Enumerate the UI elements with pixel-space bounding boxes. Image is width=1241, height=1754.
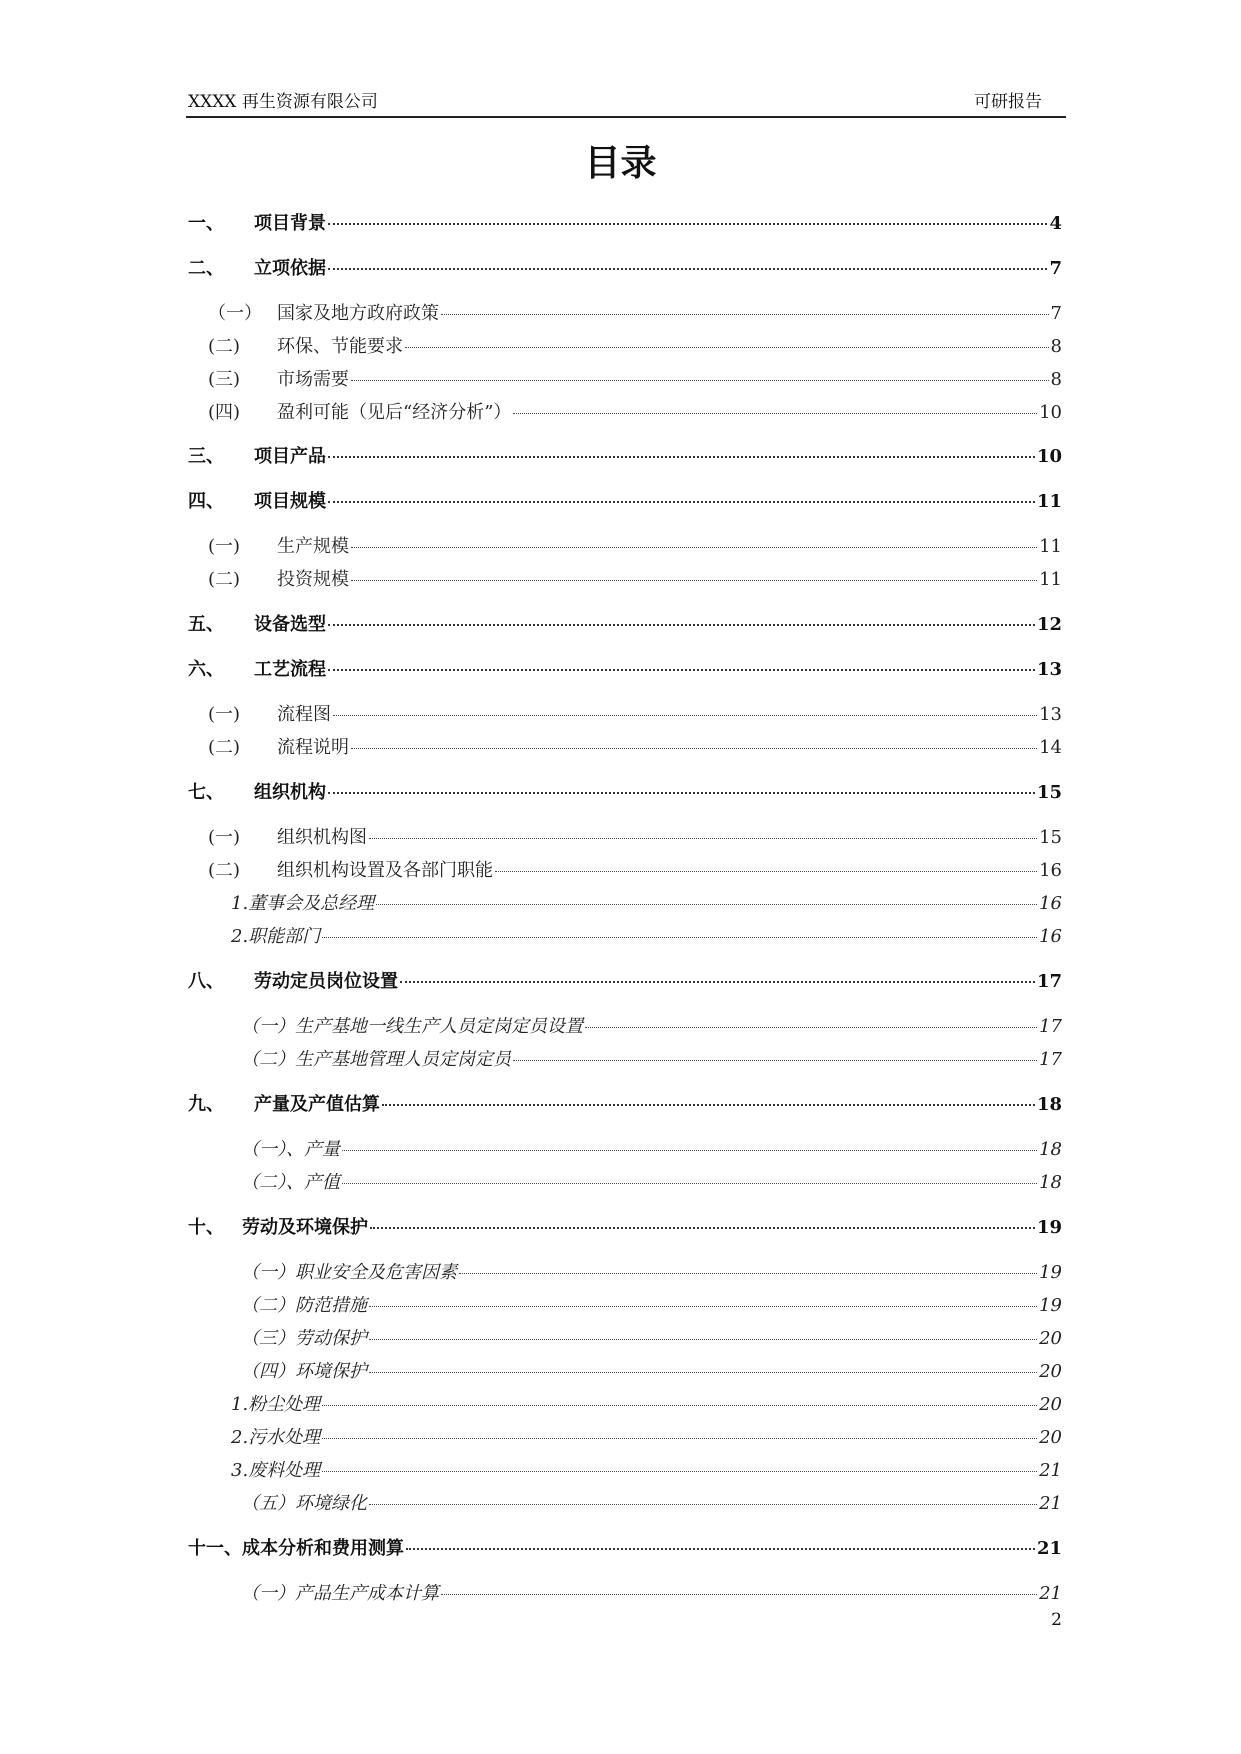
dot-leader	[342, 1183, 1037, 1184]
toc-entry-title: 产量	[304, 1139, 340, 1160]
toc-entry[interactable]	[188, 256, 1062, 282]
toc-entry-page: 15	[1036, 782, 1062, 803]
toc-entry-page: 11	[1039, 536, 1062, 557]
toc-entry-title: 设备选型	[254, 614, 326, 635]
toc-entry[interactable]	[241, 1047, 1062, 1073]
toc-entry[interactable]	[208, 567, 1062, 593]
toc-entry-title: 工艺流程	[254, 659, 326, 680]
toc-entry-number: (二)	[208, 737, 241, 758]
toc-entry-title: 董事会及总经理	[248, 893, 375, 914]
dot-leader	[369, 1504, 1037, 1505]
toc-entry-title: 生产基地一线生产人员定岗定员设置	[295, 1016, 583, 1037]
toc-entry-title: 劳动定员岗位设置	[254, 971, 398, 992]
toc-entry-number: 2.	[231, 1427, 249, 1448]
dot-leader	[328, 268, 1047, 270]
dot-leader	[322, 1405, 1037, 1406]
toc-entry-title: 生产基地管理人员定岗定员	[295, 1049, 511, 1070]
toc-entry-title: 产值	[304, 1172, 340, 1193]
toc-entry[interactable]	[188, 780, 1062, 806]
toc-entry-page: 17	[1036, 971, 1062, 992]
document-type: 可研报告	[974, 92, 1042, 112]
toc-entry[interactable]	[231, 891, 1062, 917]
toc-entry[interactable]	[188, 1215, 1062, 1241]
toc-entry-number: (四)	[208, 402, 241, 423]
toc-title: 目录	[584, 143, 657, 184]
toc-entry-number: 九、	[188, 1094, 224, 1115]
toc-entry[interactable]	[241, 1260, 1062, 1286]
dot-leader	[406, 1548, 1035, 1550]
dot-leader	[441, 1594, 1037, 1595]
toc-entry-title: 生产规模	[277, 536, 349, 557]
toc-entry-number: 五、	[188, 614, 224, 635]
toc-entry-page: 15	[1039, 827, 1062, 848]
toc-entry-page: 7	[1049, 258, 1062, 279]
toc-entry-page: 8	[1050, 336, 1062, 357]
dot-leader	[328, 223, 1047, 225]
toc-entry-page: 19	[1039, 1262, 1062, 1283]
toc-entry-title: 组织机构图	[277, 827, 367, 848]
dot-leader	[328, 792, 1035, 794]
toc-entry-title: 环境绿化	[295, 1493, 367, 1514]
toc-entry-page: 11	[1039, 569, 1062, 590]
dot-leader	[400, 981, 1035, 983]
dot-leader	[351, 547, 1037, 548]
dot-leader	[370, 1227, 1035, 1229]
toc-entry-number: 1.	[231, 1394, 249, 1415]
toc-entry-page: 7	[1050, 303, 1062, 324]
toc-entry-title: 盈利可能（见后“经济分析”）	[277, 402, 512, 423]
toc-entry[interactable]	[208, 301, 1062, 327]
toc-entry[interactable]	[188, 444, 1062, 470]
dot-leader	[333, 715, 1037, 716]
toc-entry-title: 组织机构	[254, 782, 326, 803]
toc-entry-number: （一）	[241, 1262, 295, 1283]
dot-leader	[328, 456, 1035, 458]
dot-leader	[322, 1438, 1037, 1439]
toc-entry[interactable]	[241, 1170, 1062, 1196]
toc-entry-title: 污水处理	[248, 1427, 321, 1448]
dot-leader	[351, 380, 1049, 381]
toc-entry-title: 流程图	[277, 704, 331, 725]
toc-entry-page: 17	[1039, 1049, 1062, 1070]
toc-entry-number: (二)	[208, 336, 241, 357]
toc-entry-page: 21	[1039, 1460, 1062, 1481]
dot-leader	[351, 580, 1037, 581]
toc-entry[interactable]	[241, 1491, 1062, 1517]
toc-entry-number: 十、	[188, 1217, 224, 1238]
toc-entry[interactable]	[231, 1425, 1062, 1451]
toc-entry-page: 21	[1036, 1538, 1062, 1559]
toc-entry-number: (一)	[208, 704, 241, 725]
toc-entry-page: 18	[1039, 1139, 1062, 1160]
dot-leader	[585, 1027, 1037, 1028]
dot-leader	[513, 413, 1037, 414]
dot-leader	[441, 314, 1049, 315]
toc-entry-title: 国家及地方政府政策	[277, 303, 439, 324]
toc-entry-number: 六、	[188, 659, 224, 680]
dot-leader	[328, 669, 1035, 671]
toc-entry-number: （一）、	[241, 1139, 304, 1160]
toc-entry-number: （四）	[241, 1361, 295, 1382]
toc-entry[interactable]	[208, 858, 1062, 884]
toc-entry-title: 成本分析和费用测算	[242, 1538, 404, 1559]
toc-entry-page: 20	[1039, 1361, 1062, 1382]
toc-entry-page: 12	[1036, 614, 1062, 635]
toc-entry-number: （二）	[241, 1295, 295, 1316]
toc-entry-page: 16	[1039, 893, 1062, 914]
toc-entry[interactable]	[241, 1014, 1062, 1040]
toc-entry-title: 产品生产成本计算	[295, 1583, 439, 1604]
toc-entry[interactable]	[188, 657, 1062, 683]
toc-entry-page: 18	[1036, 1094, 1062, 1115]
page-number: 2	[1051, 1610, 1062, 1630]
toc-entry-number: 八、	[188, 971, 224, 992]
toc-entry-title: 防范措施	[295, 1295, 367, 1316]
toc-entry-title: 流程说明	[277, 737, 349, 758]
toc-entry-number: 3.	[231, 1460, 249, 1481]
toc-entry-page: 19	[1039, 1295, 1062, 1316]
toc-entry-page: 14	[1039, 737, 1062, 758]
toc-entry-number: （三）	[241, 1328, 295, 1349]
toc-entry[interactable]	[208, 825, 1062, 851]
toc-entry[interactable]	[231, 1458, 1062, 1484]
toc-entry-number: （一）	[241, 1583, 295, 1604]
toc-entry-number: 三、	[188, 446, 224, 467]
toc-entry-number: (二)	[208, 860, 241, 881]
toc-entry-page: 10	[1036, 446, 1062, 467]
toc-entry-title: 环境保护	[295, 1361, 367, 1382]
toc-entry[interactable]	[208, 367, 1062, 393]
toc-entry-page: 16	[1039, 860, 1062, 881]
dot-leader	[513, 1060, 1037, 1061]
toc-entry[interactable]	[188, 612, 1062, 638]
company-name: XXXX 再生资源有限公司	[188, 92, 378, 112]
toc-entry-title: 项目规模	[254, 491, 326, 512]
toc-entry-number: （一）	[208, 303, 262, 324]
toc-entry-title: 立项依据	[254, 258, 326, 279]
toc-entry-number: (三)	[208, 369, 241, 390]
dot-leader	[369, 1306, 1037, 1307]
dot-leader	[328, 501, 1035, 503]
toc-entry-title: 项目背景	[254, 213, 326, 234]
toc-entry-title: 劳动及环境保护	[242, 1217, 368, 1238]
toc-entry-number: 1.	[231, 893, 249, 914]
toc-entry-title: 组织机构设置及各部门职能	[277, 860, 493, 881]
toc-entry-number: （二）、	[241, 1172, 304, 1193]
toc-entry[interactable]	[188, 489, 1062, 515]
dot-leader	[405, 347, 1049, 348]
toc-entry-number: 七、	[188, 782, 224, 803]
toc-entry-page: 20	[1039, 1427, 1062, 1448]
dot-leader	[369, 1339, 1037, 1340]
toc-entry[interactable]	[208, 534, 1062, 560]
toc-entry[interactable]	[188, 211, 1062, 237]
toc-entry-number: 二、	[188, 258, 224, 279]
toc-entry-title: 产量及产值估算	[254, 1094, 380, 1115]
toc-entry-title: 投资规模	[277, 569, 349, 590]
toc-entry-number: （五）	[241, 1493, 295, 1514]
toc-entry[interactable]	[241, 1581, 1062, 1607]
toc-entry-number: 2.	[231, 926, 249, 947]
dot-leader	[342, 1150, 1037, 1151]
toc-entry-number: （二）	[241, 1049, 295, 1070]
toc-entry[interactable]	[208, 400, 1062, 426]
toc-entry-page: 16	[1039, 926, 1062, 947]
dot-leader	[382, 1104, 1035, 1106]
dot-leader	[495, 871, 1037, 872]
toc-entry[interactable]	[241, 1326, 1062, 1352]
toc-entry-number: 一、	[188, 213, 224, 234]
toc-entry[interactable]	[208, 702, 1062, 728]
toc-entry-page: 10	[1039, 402, 1062, 423]
toc-entry[interactable]	[188, 1092, 1062, 1118]
toc-entry-number: 四、	[188, 491, 224, 512]
dot-leader	[369, 1372, 1037, 1373]
toc-entry-page: 21	[1039, 1493, 1062, 1514]
toc-entry[interactable]	[241, 1293, 1062, 1319]
toc-entry-title: 职能部门	[248, 926, 321, 947]
dot-leader	[369, 838, 1037, 839]
toc-entry-title: 项目产品	[254, 446, 326, 467]
dot-leader	[351, 748, 1037, 749]
dot-leader	[322, 1471, 1037, 1472]
dot-leader	[328, 624, 1035, 626]
toc-entry[interactable]	[231, 1392, 1062, 1418]
toc-entry-number: 十一、	[188, 1538, 242, 1559]
toc-entry[interactable]	[188, 969, 1062, 995]
toc-entry-title: 职业安全及危害因素	[295, 1262, 457, 1283]
toc-entry-title: 废料处理	[248, 1460, 321, 1481]
toc-entry[interactable]	[241, 1359, 1062, 1385]
toc-entry-title: 市场需要	[277, 369, 349, 390]
dot-leader	[322, 937, 1037, 938]
toc-entry-page: 13	[1036, 659, 1062, 680]
dot-leader	[459, 1273, 1037, 1274]
toc-entry[interactable]	[231, 924, 1062, 950]
dot-leader	[376, 904, 1037, 905]
toc-entry-page: 13	[1039, 704, 1062, 725]
toc-entry[interactable]	[241, 1137, 1062, 1163]
toc-entry[interactable]	[208, 334, 1062, 360]
toc-entry-title: 环保、节能要求	[277, 336, 403, 357]
toc-entry-page: 19	[1036, 1217, 1062, 1238]
toc-entry-page: 18	[1039, 1172, 1062, 1193]
toc-entry-page: 8	[1050, 369, 1062, 390]
toc-entry-page: 17	[1039, 1016, 1062, 1037]
toc-entry-title: 劳动保护	[295, 1328, 367, 1349]
toc-entry-number: （一）	[241, 1016, 295, 1037]
toc-entry-page: 21	[1039, 1583, 1062, 1604]
toc-entry-page: 11	[1036, 491, 1062, 512]
toc-entry[interactable]	[188, 1536, 1062, 1562]
toc-entry-title: 粉尘处理	[248, 1394, 321, 1415]
toc-entry-page: 20	[1039, 1394, 1062, 1415]
toc-entry-number: (一)	[208, 827, 241, 848]
toc-entry-page: 20	[1039, 1328, 1062, 1349]
toc-entry-number: (二)	[208, 569, 241, 590]
toc-entry-page: 4	[1049, 213, 1062, 234]
toc-entry-number: (一)	[208, 536, 241, 557]
toc-entry[interactable]	[208, 735, 1062, 761]
